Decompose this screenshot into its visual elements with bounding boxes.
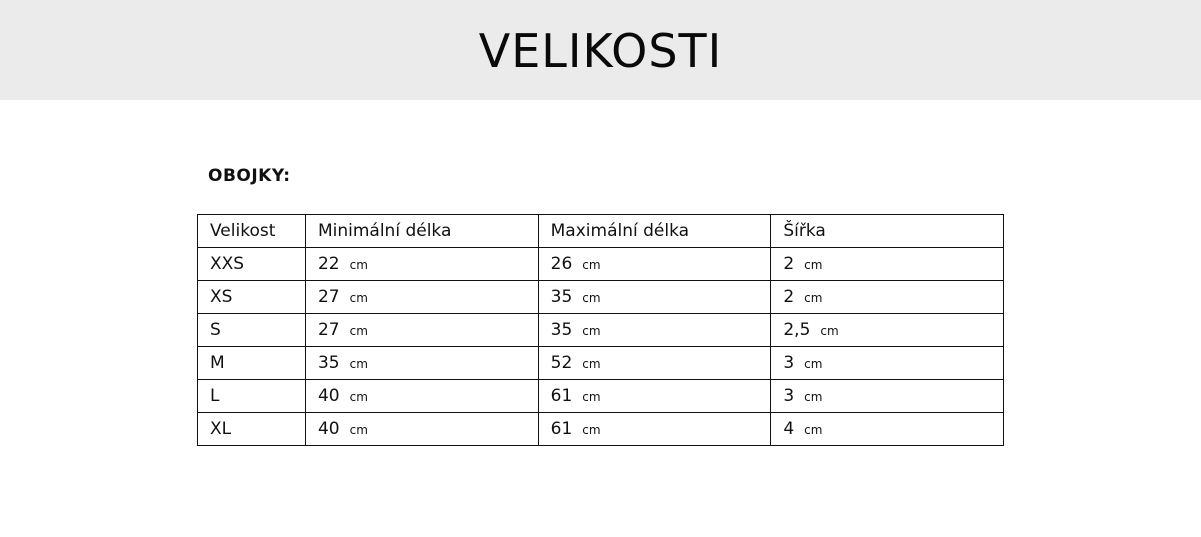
value: 27 xyxy=(317,320,340,340)
header-min-length: Minimální délka xyxy=(305,215,538,248)
cell-width xyxy=(771,413,1004,446)
table-row xyxy=(198,281,1004,314)
cell-min xyxy=(305,281,538,314)
cell-size: M xyxy=(198,347,306,380)
unit: cm xyxy=(820,324,839,338)
cell-width xyxy=(771,347,1004,380)
unit: cm xyxy=(349,357,368,371)
cell-min xyxy=(305,413,538,446)
unit: cm xyxy=(349,324,368,338)
page-title: VELIKOSTI xyxy=(478,24,723,78)
unit: cm xyxy=(804,291,823,305)
value: 2,5 xyxy=(783,320,811,340)
size-table xyxy=(197,214,1004,446)
unit: cm xyxy=(804,390,823,404)
header-width: Šířka xyxy=(771,215,1004,248)
cell-max xyxy=(538,413,771,446)
cell-size: S xyxy=(198,314,306,347)
unit: cm xyxy=(804,423,823,437)
value: 22 xyxy=(317,254,340,274)
value: 35 xyxy=(317,353,340,373)
section-label: OBOJKY: xyxy=(208,166,291,186)
unit: cm xyxy=(349,258,368,272)
value: 3 xyxy=(783,353,795,373)
cell-size: XL xyxy=(198,413,306,446)
cell-max xyxy=(538,347,771,380)
cell-min xyxy=(305,248,538,281)
value: 3 xyxy=(783,386,795,406)
cell-width xyxy=(771,380,1004,413)
cell-max xyxy=(538,314,771,347)
value: 40 xyxy=(317,386,340,406)
unit: cm xyxy=(582,291,601,305)
value: 4 xyxy=(783,419,795,439)
cell-min xyxy=(305,347,538,380)
cell-min xyxy=(305,380,538,413)
unit: cm xyxy=(582,423,601,437)
value: 2 xyxy=(783,254,795,274)
value: 35 xyxy=(550,320,573,340)
unit: cm xyxy=(804,258,823,272)
unit: cm xyxy=(582,390,601,404)
unit: cm xyxy=(582,324,601,338)
unit: cm xyxy=(349,390,368,404)
cell-width xyxy=(771,314,1004,347)
header-banner xyxy=(0,0,1201,100)
value: 35 xyxy=(550,287,573,307)
unit: cm xyxy=(582,357,601,371)
unit: cm xyxy=(582,258,601,272)
value: 61 xyxy=(550,419,573,439)
table-header-row xyxy=(198,215,1004,248)
unit: cm xyxy=(804,357,823,371)
table-row xyxy=(198,314,1004,347)
cell-width xyxy=(771,281,1004,314)
table-row xyxy=(198,413,1004,446)
header-size: Velikost xyxy=(198,215,306,248)
cell-max xyxy=(538,281,771,314)
cell-max xyxy=(538,380,771,413)
cell-max xyxy=(538,248,771,281)
cell-size: XXS xyxy=(198,248,306,281)
value: 27 xyxy=(317,287,340,307)
table-row xyxy=(198,248,1004,281)
value: 52 xyxy=(550,353,573,373)
value: 61 xyxy=(550,386,573,406)
cell-size: L xyxy=(198,380,306,413)
unit: cm xyxy=(349,291,368,305)
table-row xyxy=(198,347,1004,380)
table-row xyxy=(198,380,1004,413)
header-max-length: Maximální délka xyxy=(538,215,771,248)
cell-min xyxy=(305,314,538,347)
value: 40 xyxy=(317,419,340,439)
unit: cm xyxy=(349,423,368,437)
value: 26 xyxy=(550,254,573,274)
value: 2 xyxy=(783,287,795,307)
cell-size: XS xyxy=(198,281,306,314)
cell-width xyxy=(771,248,1004,281)
